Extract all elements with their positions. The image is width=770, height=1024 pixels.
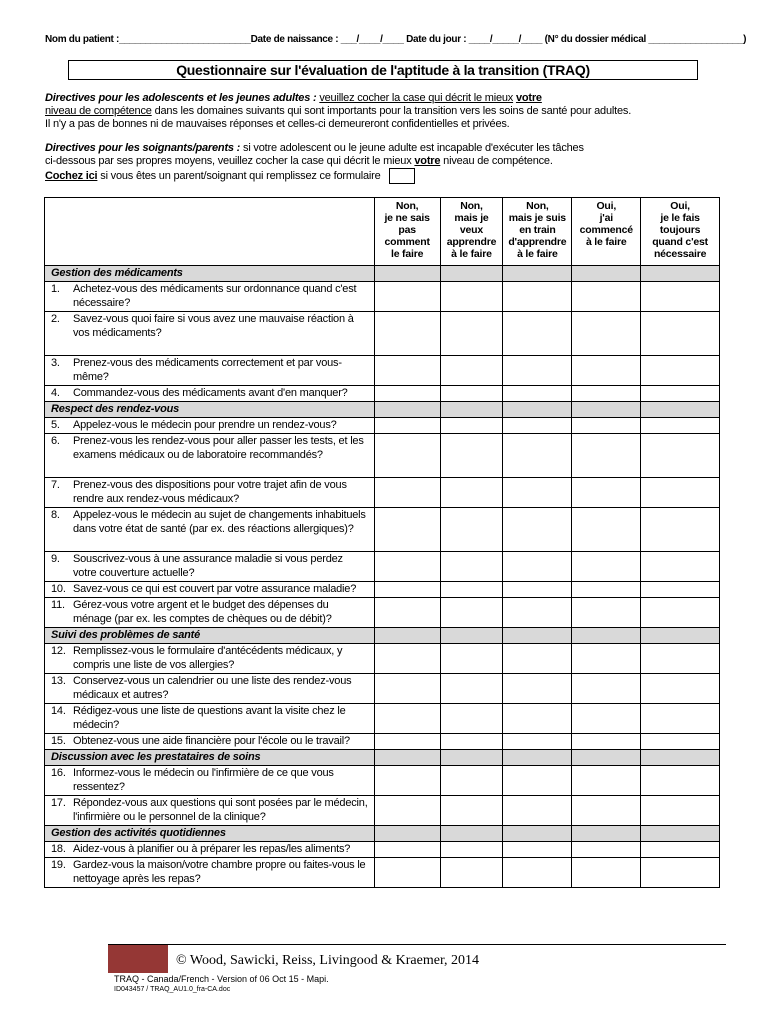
- answer-checkbox-cell[interactable]: [572, 478, 641, 508]
- question-number: 8.: [51, 509, 60, 521]
- column-header-label: Non, mais je veux apprendre à le faire: [446, 200, 497, 260]
- question-text: Prenez-vous des dispositions pour votre trajet afin de vous rendre aux rendez-vous médicaux?: [73, 479, 347, 505]
- answer-checkbox-cell[interactable]: [641, 796, 720, 826]
- section-title: Respect des rendez-vous: [45, 402, 375, 418]
- question-number: 19.: [51, 859, 66, 871]
- section-fill-cell: [572, 266, 641, 282]
- answer-checkbox-cell[interactable]: [374, 356, 440, 386]
- question-cell: [45, 674, 375, 704]
- section-title: Gestion des médicaments: [45, 266, 375, 282]
- answer-checkbox-cell[interactable]: [374, 598, 440, 628]
- answer-checkbox-cell[interactable]: [572, 312, 641, 356]
- answer-checkbox-cell[interactable]: [374, 478, 440, 508]
- question-text: Informez-vous le médecin ou l'infirmière de ce que vous ressentez?: [73, 767, 334, 793]
- question-text: Achetez-vous des médicaments sur ordonnance quand c'est nécessaire?: [73, 283, 357, 309]
- answer-checkbox-cell[interactable]: [572, 386, 641, 402]
- directives-parents-text2b: votre: [414, 155, 441, 167]
- answer-checkbox-cell[interactable]: [572, 704, 641, 734]
- patient-header-line: Nom du patient :_________________________Date de naissance : ___/____/____ Date du jour : ____/_____/____ (N° du dossier médical __________________): [45, 34, 747, 45]
- column-header: [503, 198, 572, 266]
- directives-parents-text2a: ci-dessous par ses propres moyens, veuillez cocher la case qui décrit le mieux: [45, 155, 412, 167]
- question-text: Rédigez-vous une liste de questions avant la visite chez le médecin?: [73, 705, 346, 731]
- section-fill-cell: [440, 826, 503, 842]
- answer-checkbox-cell[interactable]: [440, 766, 503, 796]
- directives-teens-bold: votre: [515, 92, 542, 104]
- section-fill-cell: [440, 750, 503, 766]
- directives-teens-rest: dans les domaines suivants qui sont importants pour la transition vers les soins de santé pour adultes.: [154, 105, 632, 117]
- question-number: 6.: [51, 435, 60, 447]
- answer-checkbox-cell[interactable]: [374, 386, 440, 402]
- question-text: Aidez-vous à planifier ou à préparer les repas/les aliments?: [73, 843, 351, 855]
- answer-checkbox-cell[interactable]: [440, 734, 503, 750]
- answer-checkbox-cell[interactable]: [572, 282, 641, 312]
- answer-checkbox-cell[interactable]: [374, 582, 440, 598]
- answer-checkbox-cell[interactable]: [641, 582, 720, 598]
- question-cell: [45, 766, 375, 796]
- section-fill-cell: [572, 628, 641, 644]
- answer-checkbox-cell[interactable]: [374, 734, 440, 750]
- section-fill-cell: [374, 402, 440, 418]
- question-row: [45, 478, 720, 508]
- question-number: 1.: [51, 283, 60, 295]
- answer-checkbox-cell[interactable]: [572, 674, 641, 704]
- answer-checkbox-cell[interactable]: [572, 644, 641, 674]
- answer-checkbox-cell[interactable]: [641, 552, 720, 582]
- answer-checkbox-cell[interactable]: [374, 858, 440, 888]
- section-title: Gestion des activités quotidiennes: [45, 826, 375, 842]
- question-number: 5.: [51, 419, 60, 431]
- question-number: 9.: [51, 553, 60, 565]
- page-title: Questionnaire sur l'évaluation de l'aptitude à la transition (TRAQ): [68, 60, 698, 80]
- question-text: Remplissez-vous le formulaire d'antécédents médicaux, y compris une liste de vos allergies?: [73, 645, 343, 671]
- check-here-label: Cochez ici: [45, 169, 98, 182]
- answer-checkbox-cell[interactable]: [440, 644, 503, 674]
- question-number: 3.: [51, 357, 60, 369]
- column-header: [374, 198, 440, 266]
- answer-checkbox-cell[interactable]: [641, 734, 720, 750]
- answer-checkbox-cell[interactable]: [374, 674, 440, 704]
- section-row: [45, 266, 720, 282]
- answer-checkbox-cell[interactable]: [374, 508, 440, 552]
- question-number: 13.: [51, 675, 66, 687]
- answer-checkbox-cell[interactable]: [440, 434, 503, 478]
- question-row: [45, 674, 720, 704]
- question-number: 17.: [51, 797, 66, 809]
- directives-parents-label: Directives pour les soignants/parents :: [45, 142, 241, 154]
- answer-checkbox-cell[interactable]: [641, 418, 720, 434]
- answer-checkbox-cell[interactable]: [572, 582, 641, 598]
- section-fill-cell: [503, 628, 572, 644]
- question-number: 11.: [51, 599, 65, 611]
- question-cell: [45, 552, 375, 582]
- footer-doc-id: ID043457 / TRAQ_AU1.0_fra-CA.doc: [114, 986, 231, 993]
- section-row: [45, 402, 720, 418]
- answer-checkbox-cell[interactable]: [641, 478, 720, 508]
- section-fill-cell: [641, 826, 720, 842]
- question-row: [45, 644, 720, 674]
- section-fill-cell: [503, 750, 572, 766]
- column-header-label: Oui, je le fais toujours quand c'est nécessaire: [652, 200, 708, 260]
- question-text: Gérez-vous votre argent et le budget des dépenses du ménage (par ex. les comptes de chèques ou de débit)?: [73, 599, 332, 625]
- section-fill-cell: [374, 826, 440, 842]
- answer-checkbox-cell[interactable]: [572, 434, 641, 478]
- column-header-label: Oui, j'ai commencé à le faire: [579, 200, 633, 248]
- section-fill-cell: [503, 402, 572, 418]
- answer-checkbox-cell[interactable]: [641, 842, 720, 858]
- section-fill-cell: [641, 266, 720, 282]
- section-fill-cell: [374, 628, 440, 644]
- answer-checkbox-cell[interactable]: [440, 312, 503, 356]
- question-row: [45, 282, 720, 312]
- question-text: Savez-vous ce qui est couvert par votre assurance maladie?: [73, 583, 357, 595]
- section-row: [45, 750, 720, 766]
- section-fill-cell: [374, 750, 440, 766]
- directives-parents-text1: si votre adolescent ou le jeune adulte est incapable d'exécuter les tâches: [243, 142, 584, 154]
- answer-checkbox-cell[interactable]: [440, 858, 503, 888]
- question-row: [45, 582, 720, 598]
- answer-checkbox-cell[interactable]: [440, 674, 503, 704]
- answer-checkbox-cell[interactable]: [641, 598, 720, 628]
- section-fill-cell: [440, 266, 503, 282]
- parent-checkbox[interactable]: [389, 168, 415, 184]
- question-number: 2.: [51, 313, 60, 325]
- answer-checkbox-cell[interactable]: [503, 356, 572, 386]
- question-cell: [45, 312, 375, 356]
- question-row: [45, 386, 720, 402]
- directives-teens: [45, 92, 735, 131]
- answer-checkbox-cell[interactable]: [572, 552, 641, 582]
- question-row: [45, 312, 720, 356]
- answer-checkbox-cell[interactable]: [374, 312, 440, 356]
- header-blank: [45, 198, 375, 266]
- answer-checkbox-cell[interactable]: [503, 842, 572, 858]
- directives-parents-text2c: niveau de compétence.: [443, 155, 553, 167]
- answer-checkbox-cell[interactable]: [440, 418, 503, 434]
- answer-checkbox-cell[interactable]: [503, 582, 572, 598]
- question-number: 15.: [51, 735, 66, 747]
- answer-checkbox-cell[interactable]: [374, 418, 440, 434]
- answer-checkbox-cell[interactable]: [641, 386, 720, 402]
- question-number: 10.: [51, 583, 66, 595]
- answer-checkbox-cell[interactable]: [440, 282, 503, 312]
- answer-checkbox-cell[interactable]: [440, 704, 503, 734]
- question-row: [45, 356, 720, 386]
- question-number: 14.: [51, 705, 66, 717]
- question-cell: [45, 418, 375, 434]
- section-title: Suivi des problèmes de santé: [45, 628, 375, 644]
- answer-checkbox-cell[interactable]: [641, 674, 720, 704]
- section-fill-cell: [572, 750, 641, 766]
- column-header-label: Non, je ne sais pas comment le faire: [384, 200, 430, 260]
- answer-checkbox-cell[interactable]: [572, 418, 641, 434]
- section-fill-cell: [641, 402, 720, 418]
- answer-checkbox-cell[interactable]: [641, 704, 720, 734]
- column-header-label: Non, mais je suis en train d'apprendre à le faire: [508, 200, 567, 260]
- answer-checkbox-cell[interactable]: [374, 766, 440, 796]
- section-fill-cell: [440, 402, 503, 418]
- answer-checkbox-cell[interactable]: [641, 766, 720, 796]
- question-cell: [45, 386, 375, 402]
- question-cell: [45, 858, 375, 888]
- answer-checkbox-cell[interactable]: [572, 598, 641, 628]
- question-cell: [45, 356, 375, 386]
- answer-checkbox-cell[interactable]: [503, 674, 572, 704]
- footer-version: TRAQ - Canada/French - Version of 06 Oct 15 - Mapi.: [114, 974, 329, 984]
- answer-checkbox-cell[interactable]: [572, 842, 641, 858]
- question-cell: [45, 842, 375, 858]
- question-row: [45, 598, 720, 628]
- question-cell: [45, 644, 375, 674]
- question-text: Savez-vous quoi faire si vous avez une mauvaise réaction à vos médicaments?: [73, 313, 354, 339]
- question-row: [45, 842, 720, 858]
- question-row: [45, 552, 720, 582]
- section-row: [45, 628, 720, 644]
- answer-checkbox-cell[interactable]: [503, 386, 572, 402]
- question-text: Obtenez-vous une aide financière pour l'école ou le travail?: [73, 735, 350, 747]
- answer-checkbox-cell[interactable]: [374, 644, 440, 674]
- question-cell: [45, 734, 375, 750]
- section-fill-cell: [572, 826, 641, 842]
- answer-checkbox-cell[interactable]: [641, 858, 720, 888]
- answer-checkbox-cell[interactable]: [503, 552, 572, 582]
- section-fill-cell: [641, 628, 720, 644]
- question-number: 12.: [51, 645, 66, 657]
- section-fill-cell: [503, 266, 572, 282]
- answer-checkbox-cell[interactable]: [641, 356, 720, 386]
- question-cell: [45, 434, 375, 478]
- answer-checkbox-cell[interactable]: [440, 842, 503, 858]
- question-row: [45, 796, 720, 826]
- answer-checkbox-cell[interactable]: [503, 598, 572, 628]
- answer-checkbox-cell[interactable]: [641, 282, 720, 312]
- answer-checkbox-cell[interactable]: [503, 796, 572, 826]
- answer-checkbox-cell[interactable]: [641, 508, 720, 552]
- question-text: Souscrivez-vous à une assurance maladie si vous perdez votre couverture actuelle?: [73, 553, 343, 579]
- question-cell: [45, 704, 375, 734]
- answer-checkbox-cell[interactable]: [503, 418, 572, 434]
- section-fill-cell: [503, 826, 572, 842]
- question-cell: [45, 508, 375, 552]
- directives-teens-line3: Il n'y a pas de bonnes ni de mauvaises réponses et celles-ci demeureront confidentielles et privées.: [45, 118, 510, 130]
- answer-checkbox-cell[interactable]: [440, 598, 503, 628]
- answer-checkbox-cell[interactable]: [572, 508, 641, 552]
- answer-checkbox-cell[interactable]: [503, 508, 572, 552]
- answer-checkbox-cell[interactable]: [374, 704, 440, 734]
- answer-checkbox-cell[interactable]: [641, 644, 720, 674]
- answer-checkbox-cell[interactable]: [440, 796, 503, 826]
- answer-checkbox-cell[interactable]: [641, 434, 720, 478]
- question-text: Conservez-vous un calendrier ou une liste des rendez-vous médicaux et autres?: [73, 675, 352, 701]
- answer-checkbox-cell[interactable]: [503, 282, 572, 312]
- footer-copyright: © Wood, Sawicki, Reiss, Livingood & Kraemer, 2014: [176, 953, 480, 968]
- column-header: [572, 198, 641, 266]
- question-row: [45, 704, 720, 734]
- answer-checkbox-cell[interactable]: [572, 858, 641, 888]
- question-row: [45, 418, 720, 434]
- section-title: Discussion avec les prestataires de soins: [45, 750, 375, 766]
- question-row: [45, 766, 720, 796]
- question-row: [45, 858, 720, 888]
- question-row: [45, 508, 720, 552]
- directives-teens-underlined2: niveau de compétence: [45, 105, 152, 117]
- question-text: Appelez-vous le médecin pour prendre un rendez-vous?: [73, 419, 337, 431]
- question-cell: [45, 478, 375, 508]
- question-text: Répondez-vous aux questions qui sont posées par le médecin, l'infirmière ou le personnel de la clinique?: [73, 797, 368, 823]
- directives-teens-label: Directives pour les adolescents et les jeunes adultes :: [45, 92, 317, 104]
- answer-checkbox-cell[interactable]: [374, 552, 440, 582]
- answer-checkbox-cell[interactable]: [503, 704, 572, 734]
- question-cell: [45, 598, 375, 628]
- question-text: Commandez-vous des médicaments avant d'en manquer?: [73, 387, 348, 399]
- answer-checkbox-cell[interactable]: [503, 434, 572, 478]
- question-row: [45, 434, 720, 478]
- traq-table: [44, 197, 720, 888]
- answer-checkbox-cell[interactable]: [374, 796, 440, 826]
- question-cell: [45, 282, 375, 312]
- section-fill-cell: [374, 266, 440, 282]
- answer-checkbox-cell[interactable]: [503, 478, 572, 508]
- answer-checkbox-cell[interactable]: [572, 356, 641, 386]
- question-text: Prenez-vous les rendez-vous pour aller passer les tests, et les examens médicaux ou de laboratoire recommandés?: [73, 435, 364, 461]
- answer-checkbox-cell[interactable]: [374, 842, 440, 858]
- footer-rule: [108, 944, 726, 945]
- answer-checkbox-cell[interactable]: [572, 766, 641, 796]
- question-cell: [45, 796, 375, 826]
- answer-checkbox-cell[interactable]: [374, 282, 440, 312]
- answer-checkbox-cell[interactable]: [503, 858, 572, 888]
- answer-checkbox-cell[interactable]: [572, 734, 641, 750]
- question-text: Appelez-vous le médecin au sujet de changements inhabituels dans votre état de santé (par ex. des réactions allergiques)?: [73, 509, 366, 535]
- answer-checkbox-cell[interactable]: [374, 434, 440, 478]
- answer-checkbox-cell[interactable]: [440, 508, 503, 552]
- answer-checkbox-cell[interactable]: [503, 766, 572, 796]
- section-fill-cell: [440, 628, 503, 644]
- directives-parents: [45, 142, 735, 184]
- question-row: [45, 734, 720, 750]
- question-cell: [45, 582, 375, 598]
- section-fill-cell: [641, 750, 720, 766]
- column-header: [641, 198, 720, 266]
- answer-checkbox-cell[interactable]: [440, 386, 503, 402]
- section-fill-cell: [572, 402, 641, 418]
- answer-checkbox-cell[interactable]: [440, 582, 503, 598]
- column-header: [440, 198, 503, 266]
- check-here-rest: si vous êtes un parent/soignant qui remplissez ce formulaire: [100, 169, 381, 182]
- question-text: Prenez-vous des médicaments correctement et par vous-même?: [73, 357, 342, 383]
- answer-checkbox-cell[interactable]: [572, 796, 641, 826]
- question-text: Gardez-vous la maison/votre chambre propre ou faites-vous le nettoyage après les repas?: [73, 859, 366, 885]
- answer-checkbox-cell[interactable]: [440, 552, 503, 582]
- section-row: [45, 826, 720, 842]
- question-number: 16.: [51, 767, 66, 779]
- directives-teens-underlined: veuillez cocher la case qui décrit le mieux: [319, 92, 514, 104]
- answer-checkbox-cell[interactable]: [503, 312, 572, 356]
- question-number: 4.: [51, 387, 60, 399]
- answer-checkbox-cell[interactable]: [503, 734, 572, 750]
- answer-checkbox-cell[interactable]: [440, 478, 503, 508]
- answer-checkbox-cell[interactable]: [503, 644, 572, 674]
- answer-checkbox-cell[interactable]: [440, 356, 503, 386]
- footer-accent-block: [108, 945, 168, 973]
- question-number: 18.: [51, 843, 66, 855]
- answer-checkbox-cell[interactable]: [641, 312, 720, 356]
- question-number: 7.: [51, 479, 60, 491]
